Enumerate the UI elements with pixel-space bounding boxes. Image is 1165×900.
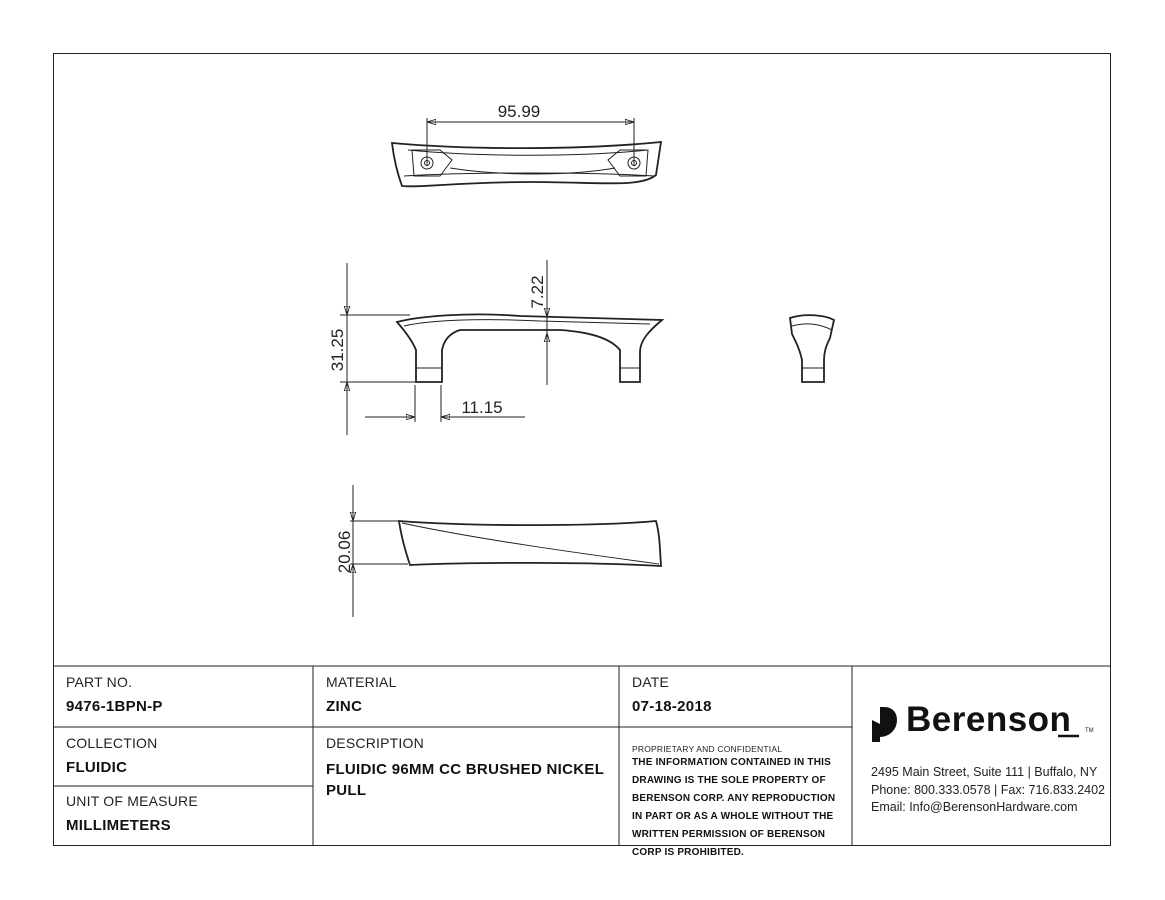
material-value: ZINC <box>326 698 363 715</box>
material-label: MATERIAL <box>326 674 397 690</box>
company-name: Berenson <box>906 700 1072 739</box>
unit-value: MILLIMETERS <box>66 817 171 834</box>
date-label: DATE <box>632 674 670 690</box>
top-view <box>392 102 661 186</box>
dim-depth: 20.06 <box>335 530 354 574</box>
company-phone-fax: Phone: 800.333.0578 | Fax: 716.833.2402 <box>871 783 1105 797</box>
dim-cc-length: 95.99 <box>497 102 541 121</box>
dim-foot-width: 11.15 <box>461 398 503 417</box>
side-view <box>790 315 834 382</box>
bottom-view <box>335 485 661 617</box>
title-block-grid <box>53 666 1111 846</box>
dim-bar-thickness: 7.22 <box>528 275 547 309</box>
description-value: FLUIDIC 96MM CC BRUSHED NICKEL PULL <box>326 761 604 799</box>
confidential-heading: PROPRIETARY AND CONFIDENTIAL <box>632 744 783 754</box>
trademark-mark: TM <box>1085 728 1094 734</box>
front-view <box>328 260 662 435</box>
part-no-label: PART NO. <box>66 674 133 690</box>
description-label: DESCRIPTION <box>326 735 424 751</box>
company-address: 2495 Main Street, Suite 111 | Buffalo, NY <box>871 765 1098 779</box>
part-no-value: 9476-1BPN-P <box>66 698 163 715</box>
company-email: Email: Info@BerensonHardware.com <box>871 800 1078 814</box>
collection-label: COLLECTION <box>66 735 158 751</box>
date-value: 07-18-2018 <box>632 698 712 715</box>
confidential-notice: THE INFORMATION CONTAINED IN THIS DRAWING IS THE SOLE PROPERTY OF BERENSON CORP. ANY REPRODUCTION IN PART OR AS A WHOLE WITHOUT THE WRITTEN PERMISSION OF BERENSON CORP IS PROHIBITED. <box>632 757 836 858</box>
unit-label: UNIT OF MEASURE <box>66 793 198 809</box>
dim-height: 31.25 <box>328 328 347 372</box>
collection-value: FLUIDIC <box>66 759 128 776</box>
